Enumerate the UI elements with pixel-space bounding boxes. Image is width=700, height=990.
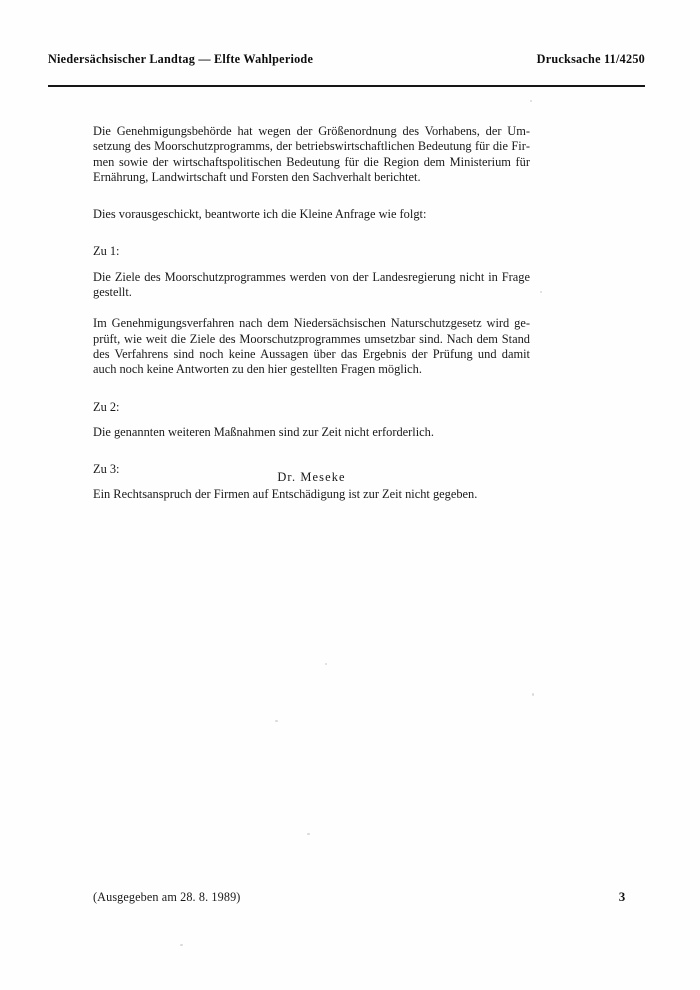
running-head-document-number: Drucksache 11/4250 — [536, 52, 645, 66]
header-divider-rule — [48, 85, 645, 87]
footer-page-number: 3 — [618, 889, 626, 904]
answer-1-paragraph-1: Die Ziele des Moorschutzprogrammes werden von der Landesregierung nicht in Frage gestellt. — [93, 269, 530, 300]
scan-speckle — [530, 100, 532, 102]
paragraph-spacer — [93, 415, 530, 425]
answer-label-1: Zu 1: — [93, 244, 120, 259]
scan-speckle — [307, 833, 310, 835]
scan-speckle — [540, 291, 542, 293]
paragraph-spacer — [93, 260, 530, 270]
answer-2-paragraph-1: Die genannten weiteren Maßnahmen sind zur Zeit nicht erforderlich. — [93, 424, 434, 439]
signature-name: Dr. Meseke — [277, 470, 346, 484]
paragraph-spacer — [93, 440, 530, 462]
document-body — [93, 124, 530, 503]
scan-speckle — [275, 720, 278, 722]
paragraph-spacer — [93, 222, 530, 244]
answer-label-2: Zu 2: — [93, 399, 120, 414]
answer-3-paragraph-1: Ein Rechtsanspruch der Firmen auf Entschädigung ist zur Zeit nicht gegeben. — [93, 487, 478, 502]
running-head-title: Niedersächsischer Landtag — Elfte Wahlperiode — [48, 52, 314, 66]
footer-issued-date: (Ausgegeben am 28. 8. 1989) — [93, 890, 241, 904]
intro-paragraph: Die Genehmigungsbehörde hat wegen der Größenordnung des Vorhabens, der Umsetzung des Moorschutzprogramms, der betriebswirtschaftlichen Bedeutung für die Firmen sowie der wirtschaftspolitischen Bedeutung für die Region dem Ministerium für Ernährung, Landwirtschaft und Forsten den Sachverhalt berichtet. — [93, 124, 530, 184]
scan-speckle — [180, 944, 183, 946]
scan-speckle — [325, 663, 327, 665]
scan-speckle — [532, 693, 534, 696]
answer-label-3: Zu 3: — [93, 462, 120, 477]
running-head — [48, 52, 645, 72]
paragraph-spacer — [93, 378, 530, 400]
paragraph-spacer — [93, 300, 530, 316]
paragraph-spacer — [93, 185, 530, 207]
preamble-paragraph: Dies vorausgeschickt, beantworte ich die Kleine Anfrage wie folgt: — [93, 207, 427, 222]
answer-1-paragraph-2: Im Genehmigungsverfahren nach dem Niedersächsischen Naturschutzgesetz wird geprüft, wie weit die Ziele des Moorschutzprogrammes umsetzbar sind. Nach dem Stand des Verfahrens sind noch keine Aussagen über das Ergebnis der Prüfung und damit auch noch keine Antworten zu den hier gestellten Fragen möglich. — [93, 316, 530, 377]
